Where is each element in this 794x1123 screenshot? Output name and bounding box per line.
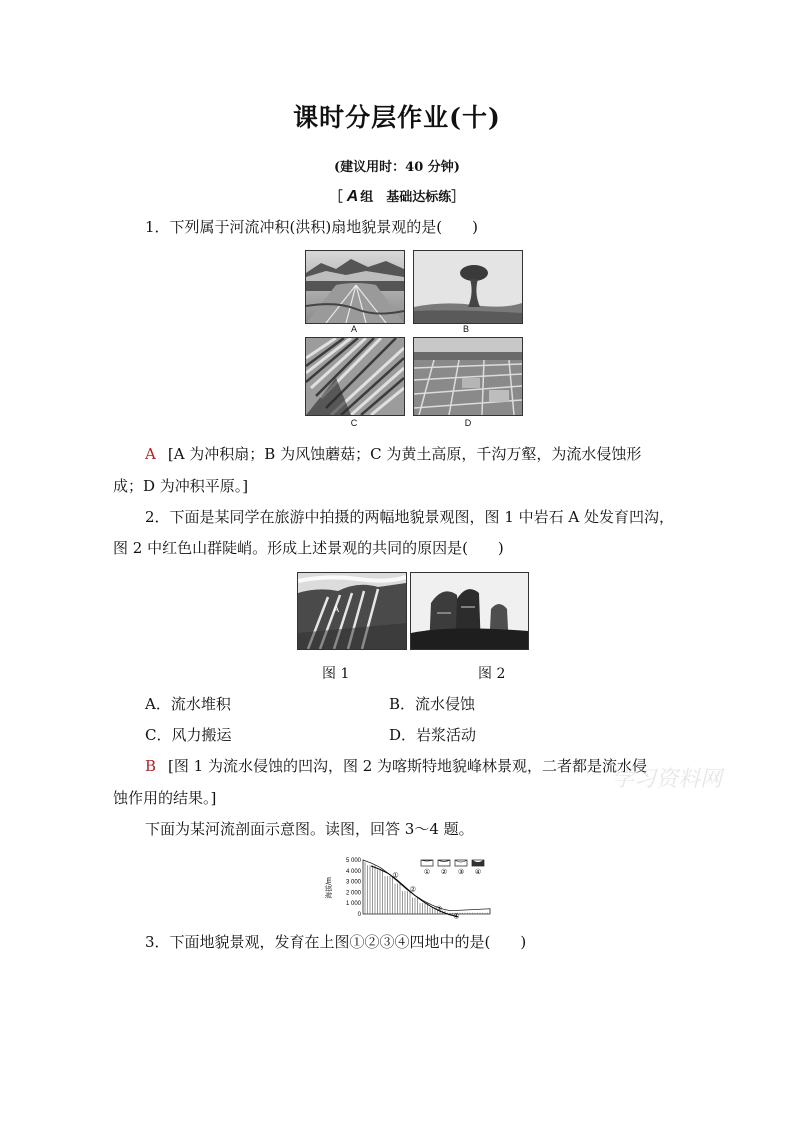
- chart-ytick-label: 2 000: [345, 890, 361, 897]
- section-text: 组 基础达标练: [360, 190, 452, 205]
- question-2-stem-line1: 2．下面是某同学在旅游中拍摄的两幅地貌景观图，图 1 中岩石 A 处发育凹沟，: [145, 508, 674, 526]
- chart-ylabel: 海拔/m: [326, 877, 333, 899]
- photo-q1-c: [305, 337, 405, 416]
- question-2-option-a: A．流水堆积: [145, 695, 231, 713]
- suggested-time: (建议用时：40 分钟): [334, 160, 460, 175]
- chart-legend-label: ②: [440, 868, 448, 876]
- question-2-explanation-line2: 蚀作用的结果。]: [113, 789, 217, 807]
- question-1-explanation-line1: [113, 439, 683, 469]
- chart-site-label: ②: [409, 885, 417, 894]
- caption-q1-c: C: [350, 418, 358, 428]
- chart-ytick-label: 4 000: [345, 868, 361, 875]
- photo-q1-b: [413, 250, 523, 324]
- question-1-explanation-line2: 成；D 为冲积平原。]: [113, 477, 249, 495]
- question-2-answer: B: [145, 757, 157, 775]
- chart-ytick-label: 0: [357, 912, 361, 918]
- figure-1-caption: 图 1: [322, 666, 350, 682]
- photo-q2-marker-a: A: [332, 604, 339, 614]
- photo-q1-d: [413, 337, 523, 416]
- question-1-answer: A: [145, 445, 156, 463]
- question-2-option-c: C．风力搬运: [145, 726, 232, 744]
- chart-legend-label: ①: [423, 868, 431, 876]
- section-letter: A: [346, 188, 359, 205]
- river-profile-svg: [325, 852, 495, 922]
- questions-3-4-intro: 下面为某河流剖面示意图。读图，回答 3～4 题。: [145, 820, 474, 838]
- chart-site-label: ③: [435, 905, 443, 914]
- chart-legend-swatch: [472, 860, 484, 866]
- figure-2-caption: 图 2: [478, 666, 506, 682]
- photo-q2-fig2: [410, 572, 529, 650]
- caption-q1-d: D: [464, 418, 472, 428]
- chart-legend-label: ③: [457, 868, 465, 876]
- chart-legend-swatch: [421, 860, 433, 866]
- section-bracket-open: ［: [329, 190, 343, 205]
- chart-legend-swatch: [438, 860, 450, 866]
- caption-q1-b: B: [462, 324, 469, 334]
- chart-site-label: ①: [392, 871, 399, 880]
- question-2-stem-line2: 图 2 中红色山群陡峭。形成上述景观的共同的原因是( ): [113, 539, 504, 557]
- chart-ytick-label: 3 000: [345, 879, 361, 886]
- chart-ytick-label: 5 000: [345, 858, 361, 864]
- question-1-explanation-text: [A 为冲积扇；B 为风蚀蘑菇；C 为黄土高原，千沟万壑，为流水侵蚀形: [167, 445, 642, 463]
- question-3-stem: 3．下面地貌景观，发育在上图①②③④四地中的是( ): [145, 933, 527, 951]
- question-2-option-b: B．流水侵蚀: [389, 695, 476, 713]
- section-bracket-close: ］: [451, 190, 465, 205]
- question-2-option-d: D．岩浆活动: [389, 726, 477, 744]
- chart-ytick-label: 1 000: [345, 901, 361, 908]
- page-title: 课时分层作业(十): [293, 103, 501, 132]
- photo-q1-a: [305, 250, 405, 324]
- chart-site-label: ④: [453, 912, 460, 921]
- question-2-explanation-text: [图 1 为流水侵蚀的凹沟，图 2 为喀斯特地貌峰林景观，二者都是流水侵: [168, 757, 648, 775]
- section-header: [0, 186, 794, 206]
- watermark: 学习资料网: [612, 766, 723, 791]
- photo-q2-fig1: [297, 572, 407, 650]
- question-1-stem: 1．下列属于河流冲积(洪积)扇地貌景观的是( ): [145, 218, 478, 236]
- river-profile-chart: [325, 852, 495, 922]
- chart-legend-swatch: [455, 860, 467, 866]
- chart-legend-label: ④: [474, 868, 482, 876]
- question-2-explanation-line1: [113, 751, 683, 781]
- caption-q1-a: A: [350, 324, 357, 334]
